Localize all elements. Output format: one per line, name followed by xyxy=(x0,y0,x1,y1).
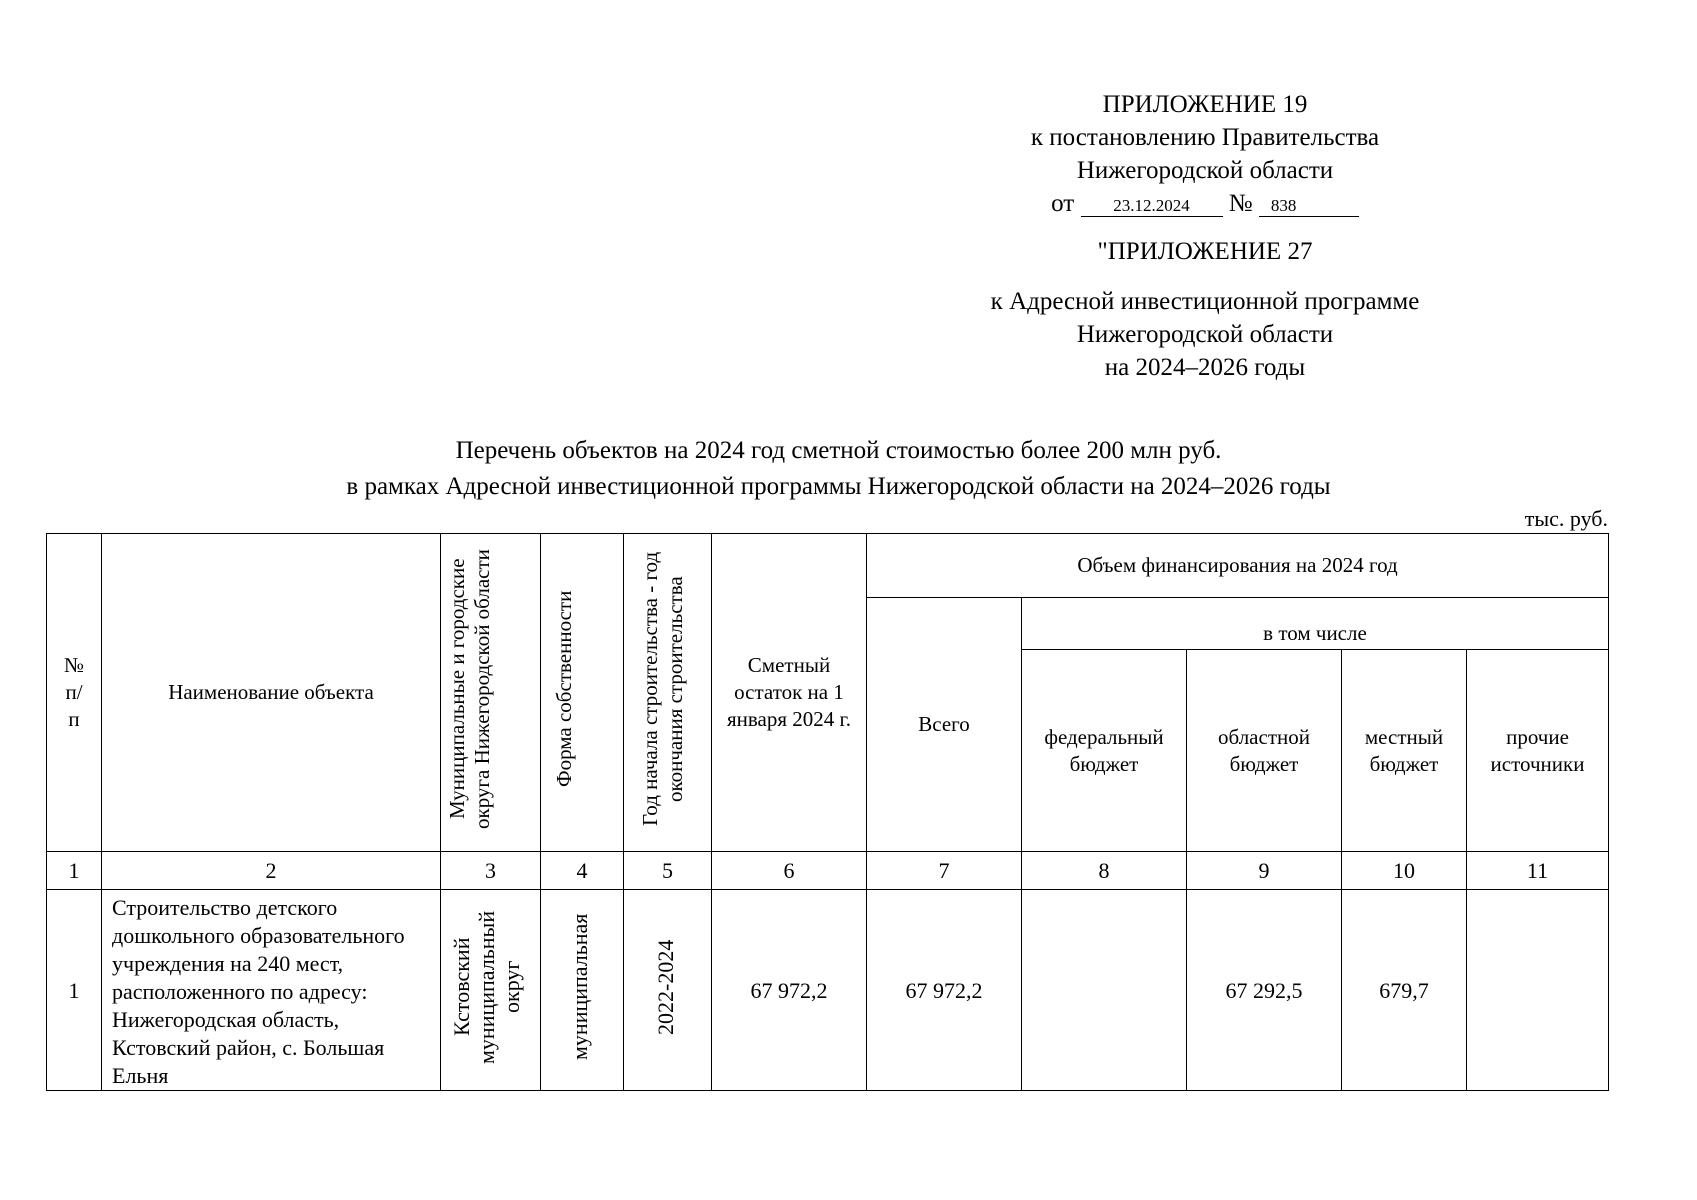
row-object-name: Строительство детского дошкольного образовательного учреждения на 240 мест, расположенного по адресу: Нижегородская область, Кстовский район, с. Большая Ельня xyxy=(102,890,441,1091)
row-ownership: муниципальная xyxy=(541,890,624,1091)
appendix-27-header xyxy=(940,235,1470,268)
header-other: прочие источники xyxy=(1467,650,1609,852)
column-number: 9 xyxy=(1187,852,1342,890)
header-including: в том числе xyxy=(1022,598,1609,650)
units-label: тыс. руб. xyxy=(1524,506,1608,531)
column-number: 1 xyxy=(47,852,102,890)
ot-label: от xyxy=(1051,190,1075,217)
header-federal: федеральный бюджет xyxy=(1022,650,1187,852)
row-federal xyxy=(1022,890,1187,1091)
column-number: 4 xyxy=(541,852,624,890)
appendix-header xyxy=(940,88,1470,220)
header-years: Год начала строительства - год окончания строительства xyxy=(624,534,712,852)
column-number: 2 xyxy=(102,852,441,890)
date-number-line xyxy=(940,187,1470,220)
appendix-27-title: "ПРИЛОЖЕНИЕ 27 xyxy=(1097,238,1313,265)
header-no: № п/ п xyxy=(47,534,102,852)
row-other xyxy=(1467,890,1609,1091)
row-regional: 67 292,5 xyxy=(1187,890,1342,1091)
row-years: 2022-2024 xyxy=(624,890,712,1091)
column-number: 6 xyxy=(712,852,867,890)
table-row xyxy=(47,890,1609,1091)
header-financing: Объем финансирования на 2024 год xyxy=(867,534,1609,598)
row-estimate: 67 972,2 xyxy=(712,890,867,1091)
column-numbers-row xyxy=(47,852,1609,890)
resolution-line: к постановлению Правительства xyxy=(1030,124,1380,151)
row-no: 1 xyxy=(47,890,102,1091)
document-title-line-2: в рамках Адресной инвестиционной программы Нижегородской области на 2024–2026 годы xyxy=(346,473,1331,500)
program-line-1: к Адресной инвестиционной программе xyxy=(990,288,1420,315)
header-regional: областной бюджет xyxy=(1187,650,1342,852)
header-name: Наименование объекта xyxy=(102,534,441,852)
row-municipality: Кстовский муниципальный округ xyxy=(441,890,541,1091)
column-number: 8 xyxy=(1022,852,1187,890)
program-header xyxy=(940,285,1470,384)
column-number: 5 xyxy=(624,852,712,890)
number-label: № xyxy=(1228,190,1253,217)
header-municipality: Муниципальные и городские округа Нижегородской области xyxy=(441,534,541,852)
resolution-number: 838 xyxy=(1259,196,1359,217)
column-number: 10 xyxy=(1342,852,1467,890)
header-estimate: Сметный остаток на 1 января 2024 г. xyxy=(712,534,867,852)
header-ownership: Форма собственности xyxy=(541,534,624,852)
document-title-line-1: Перечень объектов на 2024 год сметной стоимостью более 200 млн руб. xyxy=(455,437,1222,464)
row-total: 67 972,2 xyxy=(867,890,1022,1091)
appendix-title: ПРИЛОЖЕНИЕ 19 xyxy=(1102,91,1308,118)
column-number: 3 xyxy=(441,852,541,890)
program-line-2: Нижегородской области xyxy=(1076,321,1334,348)
header-total: Всего xyxy=(867,598,1022,852)
header-local: местный бюджет xyxy=(1342,650,1467,852)
region-line: Нижегородской области xyxy=(1076,157,1334,184)
objects-table xyxy=(46,533,1609,1091)
column-number: 7 xyxy=(867,852,1022,890)
row-local: 679,7 xyxy=(1342,890,1467,1091)
program-line-3: на 2024–2026 годы xyxy=(1104,354,1306,381)
resolution-date: 23.12.2024 xyxy=(1081,196,1223,217)
column-number: 11 xyxy=(1467,852,1609,890)
